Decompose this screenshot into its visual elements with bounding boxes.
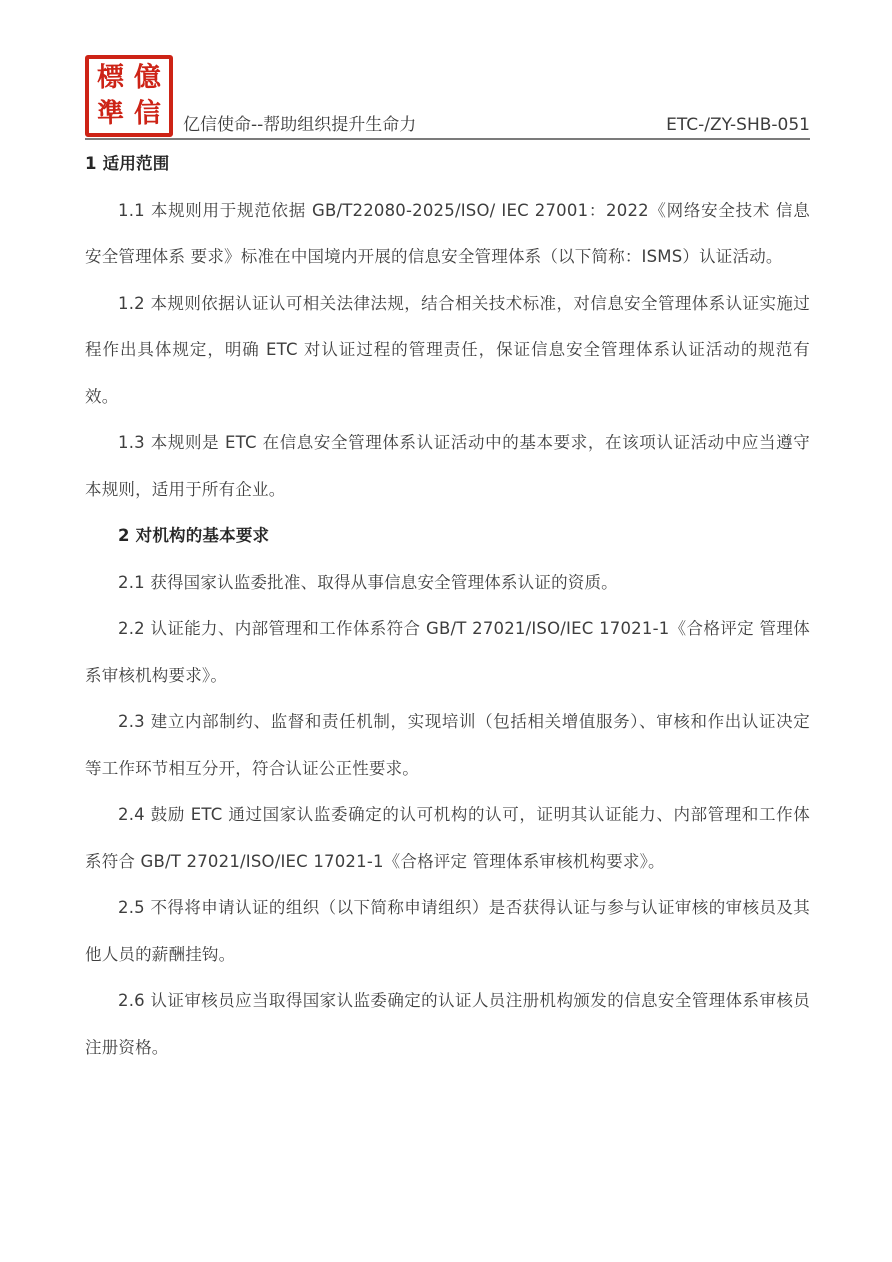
- paragraph: 1.1 本规则用于规范依据 GB/T22080-2025/ISO/ IEC 27001：2022《网络安全技术 信息安全管理体系 要求》标准在中国境内开展的信息安全管理体系（以下简称：ISMS）认证活动。: [85, 200, 810, 266]
- paragraph: 2.4 鼓励 ETC 通过国家认监委确定的认可机构的认可，证明其认证能力、内部管理和工作体系符合 GB/T 27021/ISO/IEC 17021-1《合格评定 管理体系审核机构要求》。: [85, 805, 810, 871]
- page-header: [85, 55, 810, 137]
- seal-char-top-left: 標: [96, 61, 125, 94]
- section-heading: 2 对机构的基本要求: [118, 526, 270, 545]
- seal-char-bottom-right: 信: [133, 97, 162, 130]
- seal-char-bottom-left: 準: [96, 97, 125, 130]
- company-slogan: 亿信使命--帮助组织提升生命力: [183, 115, 417, 135]
- seal-char-top-right: 億: [133, 61, 162, 94]
- paragraph: 1.3 本规则是 ETC 在信息安全管理体系认证活动中的基本要求，在该项认证活动中应当遵守本规则，适用于所有企业。: [85, 433, 810, 499]
- paragraph: 2.1 获得国家认监委批准、取得从事信息安全管理体系认证的资质。: [118, 572, 618, 592]
- company-seal-stamp: [85, 55, 173, 137]
- paragraph: 2.3 建立内部制约、监督和责任机制，实现培训（包括相关增值服务）、审核和作出认证决定等工作环节相互分开，符合认证公正性要求。: [85, 712, 810, 778]
- document-body: [85, 140, 810, 1071]
- paragraph: 2.5 不得将申请认证的组织（以下简称申请组织）是否获得认证与参与认证审核的审核员及其他人员的薪酬挂钩。: [85, 898, 810, 964]
- document-number: ETC-/ZY-SHB-051: [666, 115, 810, 135]
- paragraph: 2.6 认证审核员应当取得国家认监委确定的认证人员注册机构颁发的信息安全管理体系审核员注册资格。: [85, 991, 810, 1057]
- section-heading: 1 适用范围: [85, 154, 170, 173]
- paragraph: 1.2 本规则依据认证认可相关法律法规，结合相关技术标准，对信息安全管理体系认证实施过程作出具体规定，明确 ETC 对认证过程的管理责任，保证信息安全管理体系认证活动的规范有效。: [85, 293, 810, 406]
- paragraph: 2.2 认证能力、内部管理和工作体系符合 GB/T 27021/ISO/IEC 17021-1《合格评定 管理体系审核机构要求》。: [85, 619, 810, 685]
